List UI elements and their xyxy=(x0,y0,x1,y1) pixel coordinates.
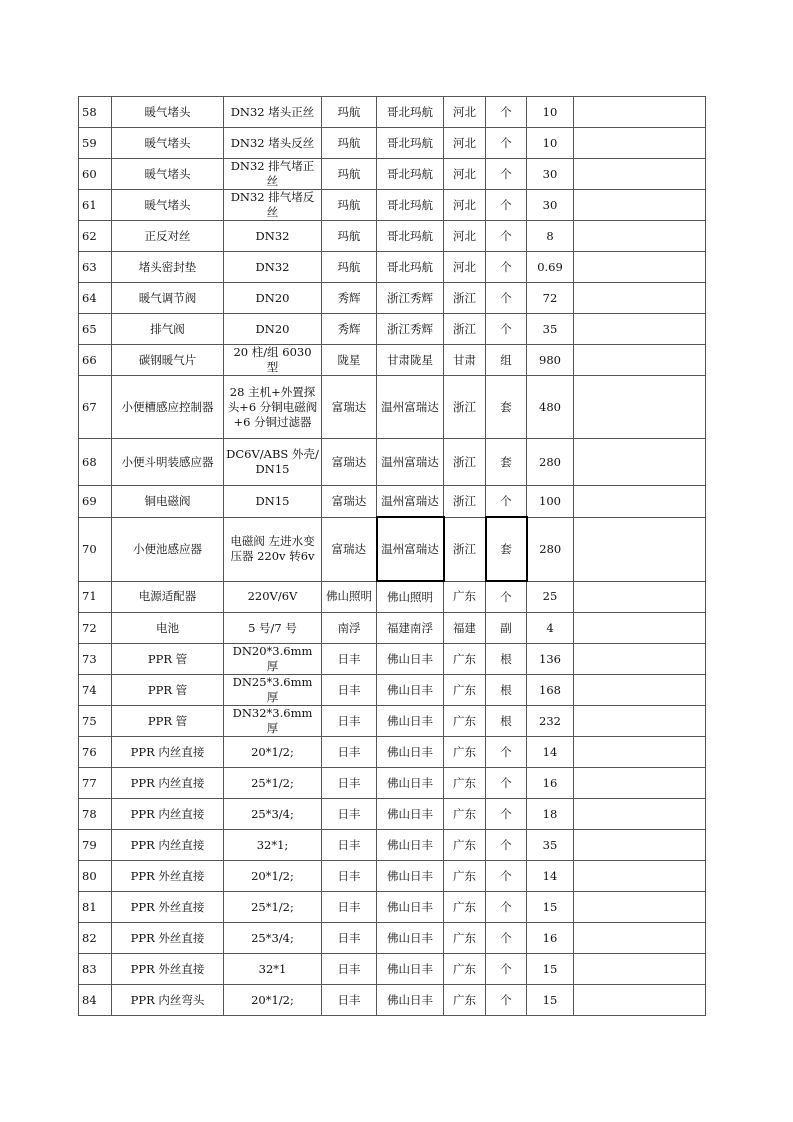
cell-maker: 哥北玛航 xyxy=(377,159,444,190)
cell-origin: 广东 xyxy=(444,706,486,737)
cell-unit: 个 xyxy=(486,799,527,830)
cell-maker: 温州富瑞达 xyxy=(377,439,444,486)
cell-unit: 个 xyxy=(486,861,527,892)
cell-unit: 个 xyxy=(486,954,527,985)
cell-brand: 日丰 xyxy=(322,985,377,1016)
cell-brand: 玛航 xyxy=(322,97,377,128)
cell-name: 暖气堵头 xyxy=(112,128,224,159)
cell-unit: 个 xyxy=(486,97,527,128)
cell-maker: 佛山日丰 xyxy=(377,861,444,892)
table-row xyxy=(79,517,706,581)
cell-no: 84 xyxy=(79,985,112,1016)
cell-no: 82 xyxy=(79,923,112,954)
table-row xyxy=(79,985,706,1016)
cell-maker: 福建南浮 xyxy=(377,613,444,644)
cell-name: 暖气堵头 xyxy=(112,97,224,128)
cell-origin: 广东 xyxy=(444,892,486,923)
cell-brand: 日丰 xyxy=(322,892,377,923)
cell-brand: 富瑞达 xyxy=(322,486,377,518)
cell-spec: DN32 堵头反丝 xyxy=(224,128,322,159)
cell-remark xyxy=(574,283,706,314)
cell-unit: 套 xyxy=(486,439,527,486)
cell-unit: 根 xyxy=(486,706,527,737)
cell-unit: 个 xyxy=(486,128,527,159)
cell-price: 35 xyxy=(527,830,574,861)
table-row xyxy=(79,799,706,830)
cell-no: 59 xyxy=(79,128,112,159)
cell-origin: 河北 xyxy=(444,252,486,283)
cell-brand: 日丰 xyxy=(322,954,377,985)
cell-no: 73 xyxy=(79,644,112,675)
cell-maker: 佛山日丰 xyxy=(377,923,444,954)
cell-remark xyxy=(574,159,706,190)
cell-name: PPR 外丝直接 xyxy=(112,954,224,985)
cell-price: 25 xyxy=(527,581,574,613)
cell-name: 碳钢暖气片 xyxy=(112,345,224,376)
cell-spec: DN32 xyxy=(224,252,322,283)
cell-name: PPR 管 xyxy=(112,644,224,675)
cell-price: 480 xyxy=(527,376,574,439)
cell-spec: DC6V/ABS 外壳/DN15 xyxy=(224,439,322,486)
cell-name: PPR 外丝直接 xyxy=(112,923,224,954)
table-row xyxy=(79,345,706,376)
cell-price: 4 xyxy=(527,613,574,644)
cell-maker: 浙江秀辉 xyxy=(377,283,444,314)
table-row xyxy=(79,376,706,439)
cell-spec: DN20 xyxy=(224,314,322,345)
cell-price: 72 xyxy=(527,283,574,314)
cell-remark xyxy=(574,830,706,861)
cell-remark xyxy=(574,128,706,159)
cell-price: 0.69 xyxy=(527,252,574,283)
cell-spec: DN32 堵头正丝 xyxy=(224,97,322,128)
cell-price: 15 xyxy=(527,892,574,923)
cell-unit: 个 xyxy=(486,283,527,314)
cell-remark xyxy=(574,861,706,892)
cell-unit: 根 xyxy=(486,675,527,706)
cell-remark xyxy=(574,644,706,675)
table-row xyxy=(79,159,706,190)
cell-name: 正反对丝 xyxy=(112,221,224,252)
cell-price: 232 xyxy=(527,706,574,737)
cell-unit: 个 xyxy=(486,581,527,613)
cell-name: PPR 管 xyxy=(112,675,224,706)
cell-brand: 日丰 xyxy=(322,923,377,954)
cell-origin: 浙江 xyxy=(444,283,486,314)
cell-maker: 佛山日丰 xyxy=(377,737,444,768)
cell-brand: 玛航 xyxy=(322,128,377,159)
cell-name: 堵头密封垫 xyxy=(112,252,224,283)
cell-remark xyxy=(574,985,706,1016)
cell-remark xyxy=(574,314,706,345)
cell-brand: 日丰 xyxy=(322,799,377,830)
cell-unit: 个 xyxy=(486,159,527,190)
cell-unit: 根 xyxy=(486,644,527,675)
cell-maker: 哥北玛航 xyxy=(377,252,444,283)
cell-price: 15 xyxy=(527,985,574,1016)
cell-spec: 20*1/2; xyxy=(224,985,322,1016)
cell-price: 16 xyxy=(527,768,574,799)
cell-origin: 河北 xyxy=(444,190,486,221)
cell-unit: 个 xyxy=(486,221,527,252)
cell-brand: 富瑞达 xyxy=(322,517,377,581)
cell-remark xyxy=(574,737,706,768)
cell-maker: 浙江秀辉 xyxy=(377,314,444,345)
cell-maker: 哥北玛航 xyxy=(377,128,444,159)
cell-no: 75 xyxy=(79,706,112,737)
table-row xyxy=(79,644,706,675)
cell-spec: DN20 xyxy=(224,283,322,314)
cell-remark xyxy=(574,190,706,221)
cell-name: 铜电磁阀 xyxy=(112,486,224,518)
cell-name: 电源适配器 xyxy=(112,581,224,613)
cell-origin: 浙江 xyxy=(444,486,486,518)
cell-remark xyxy=(574,706,706,737)
cell-no: 68 xyxy=(79,439,112,486)
cell-spec: 20*1/2; xyxy=(224,737,322,768)
cell-origin: 广东 xyxy=(444,830,486,861)
cell-origin: 广东 xyxy=(444,799,486,830)
cell-unit: 个 xyxy=(486,486,527,518)
cell-origin: 浙江 xyxy=(444,314,486,345)
cell-brand: 日丰 xyxy=(322,768,377,799)
cell-maker: 佛山日丰 xyxy=(377,706,444,737)
cell-unit: 个 xyxy=(486,768,527,799)
table-row xyxy=(79,892,706,923)
cell-no: 70 xyxy=(79,517,112,581)
cell-remark xyxy=(574,923,706,954)
cell-price: 980 xyxy=(527,345,574,376)
cell-no: 60 xyxy=(79,159,112,190)
cell-no: 63 xyxy=(79,252,112,283)
cell-origin: 广东 xyxy=(444,985,486,1016)
cell-name: 小便池感应器 xyxy=(112,517,224,581)
cell-origin: 浙江 xyxy=(444,376,486,439)
cell-remark xyxy=(574,954,706,985)
cell-origin: 广东 xyxy=(444,675,486,706)
cell-maker: 佛山照明 xyxy=(377,581,444,613)
cell-maker: 甘肃陇星 xyxy=(377,345,444,376)
cell-spec: 5 号/7 号 xyxy=(224,613,322,644)
cell-unit: 个 xyxy=(486,892,527,923)
cell-origin: 河北 xyxy=(444,97,486,128)
table-row xyxy=(79,283,706,314)
cell-unit: 个 xyxy=(486,985,527,1016)
cell-remark xyxy=(574,768,706,799)
cell-price: 10 xyxy=(527,128,574,159)
cell-origin: 广东 xyxy=(444,737,486,768)
cell-brand: 玛航 xyxy=(322,221,377,252)
cell-name: 暖气堵头 xyxy=(112,190,224,221)
cell-no: 77 xyxy=(79,768,112,799)
cell-brand: 日丰 xyxy=(322,861,377,892)
cell-spec: DN25*3.6mm 厚 xyxy=(224,675,322,706)
cell-no: 62 xyxy=(79,221,112,252)
table-row xyxy=(79,768,706,799)
cell-spec: 25*1/2; xyxy=(224,892,322,923)
table-row xyxy=(79,252,706,283)
cell-name: 暖气调节阀 xyxy=(112,283,224,314)
cell-maker: 哥北玛航 xyxy=(377,97,444,128)
cell-brand: 陇星 xyxy=(322,345,377,376)
table-row xyxy=(79,737,706,768)
cell-spec: DN32*3.6mm 厚 xyxy=(224,706,322,737)
cell-maker: 佛山日丰 xyxy=(377,768,444,799)
cell-name: PPR 管 xyxy=(112,706,224,737)
cell-spec: 28 主机+外置探头+6 分铜电磁阀+6 分铜过滤器 xyxy=(224,376,322,439)
cell-no: 74 xyxy=(79,675,112,706)
cell-no: 79 xyxy=(79,830,112,861)
cell-no: 76 xyxy=(79,737,112,768)
cell-spec: 220V/6V xyxy=(224,581,322,613)
cell-price: 100 xyxy=(527,486,574,518)
cell-origin: 浙江 xyxy=(444,517,486,581)
table-row xyxy=(79,830,706,861)
cell-brand: 玛航 xyxy=(322,159,377,190)
cell-spec: 25*1/2; xyxy=(224,768,322,799)
cell-no: 71 xyxy=(79,581,112,613)
table-row xyxy=(79,923,706,954)
cell-origin: 河北 xyxy=(444,128,486,159)
cell-unit: 组 xyxy=(486,345,527,376)
cell-brand: 富瑞达 xyxy=(322,439,377,486)
cell-remark xyxy=(574,517,706,581)
cell-remark xyxy=(574,345,706,376)
table-row xyxy=(79,861,706,892)
cell-price: 35 xyxy=(527,314,574,345)
cell-unit: 套 xyxy=(486,376,527,439)
cell-name: 电池 xyxy=(112,613,224,644)
cell-origin: 河北 xyxy=(444,221,486,252)
cell-unit: 个 xyxy=(486,923,527,954)
cell-no: 64 xyxy=(79,283,112,314)
cell-no: 65 xyxy=(79,314,112,345)
cell-origin: 福建 xyxy=(444,613,486,644)
cell-unit: 套 xyxy=(486,517,527,581)
cell-spec: 20*1/2; xyxy=(224,861,322,892)
cell-spec: 电磁阀 左进水变压器 220v 转6v xyxy=(224,517,322,581)
cell-unit: 个 xyxy=(486,314,527,345)
cell-name: PPR 外丝直接 xyxy=(112,892,224,923)
cell-brand: 日丰 xyxy=(322,675,377,706)
cell-brand: 南浮 xyxy=(322,613,377,644)
cell-unit: 副 xyxy=(486,613,527,644)
cell-price: 14 xyxy=(527,861,574,892)
cell-origin: 广东 xyxy=(444,923,486,954)
cell-origin: 浙江 xyxy=(444,439,486,486)
cell-remark xyxy=(574,486,706,518)
cell-name: PPR 内丝直接 xyxy=(112,768,224,799)
cell-price: 10 xyxy=(527,97,574,128)
table-row xyxy=(79,97,706,128)
cell-remark xyxy=(574,97,706,128)
cell-origin: 广东 xyxy=(444,644,486,675)
table-row xyxy=(79,613,706,644)
cell-brand: 秀辉 xyxy=(322,314,377,345)
cell-no: 66 xyxy=(79,345,112,376)
cell-brand: 日丰 xyxy=(322,830,377,861)
cell-maker: 哥北玛航 xyxy=(377,221,444,252)
cell-remark xyxy=(574,376,706,439)
cell-origin: 甘肃 xyxy=(444,345,486,376)
cell-price: 30 xyxy=(527,190,574,221)
cell-maker: 温州富瑞达 xyxy=(377,486,444,518)
cell-brand: 富瑞达 xyxy=(322,376,377,439)
cell-brand: 秀辉 xyxy=(322,283,377,314)
cell-no: 61 xyxy=(79,190,112,221)
table-row xyxy=(79,954,706,985)
table-row xyxy=(79,221,706,252)
cell-maker: 佛山日丰 xyxy=(377,954,444,985)
cell-brand: 日丰 xyxy=(322,706,377,737)
cell-maker: 哥北玛航 xyxy=(377,190,444,221)
cell-no: 67 xyxy=(79,376,112,439)
cell-maker: 佛山日丰 xyxy=(377,675,444,706)
cell-spec: 32*1; xyxy=(224,830,322,861)
cell-unit: 个 xyxy=(486,252,527,283)
table-row xyxy=(79,128,706,159)
cell-spec: 32*1 xyxy=(224,954,322,985)
table-row xyxy=(79,675,706,706)
cell-brand: 玛航 xyxy=(322,252,377,283)
cell-spec: 25*3/4; xyxy=(224,923,322,954)
cell-price: 30 xyxy=(527,159,574,190)
table-row xyxy=(79,439,706,486)
cell-brand: 玛航 xyxy=(322,190,377,221)
cell-origin: 广东 xyxy=(444,581,486,613)
table-row xyxy=(79,486,706,518)
cell-spec: DN32 排气堵正丝 xyxy=(224,159,322,190)
cell-origin: 广东 xyxy=(444,954,486,985)
cell-remark xyxy=(574,439,706,486)
table-row xyxy=(79,190,706,221)
cell-unit: 个 xyxy=(486,190,527,221)
cell-no: 58 xyxy=(79,97,112,128)
cell-price: 168 xyxy=(527,675,574,706)
cell-name: 小便槽感应控制器 xyxy=(112,376,224,439)
cell-brand: 佛山照明 xyxy=(322,581,377,613)
cell-origin: 广东 xyxy=(444,768,486,799)
cell-remark xyxy=(574,613,706,644)
cell-maker: 佛山日丰 xyxy=(377,799,444,830)
cell-name: PPR 外丝直接 xyxy=(112,861,224,892)
cell-name: PPR 内丝弯头 xyxy=(112,985,224,1016)
cell-no: 72 xyxy=(79,613,112,644)
cell-price: 280 xyxy=(527,517,574,581)
cell-unit: 个 xyxy=(486,737,527,768)
cell-maker: 温州富瑞达 xyxy=(377,376,444,439)
table-body xyxy=(79,97,706,1016)
cell-name: PPR 内丝直接 xyxy=(112,830,224,861)
cell-remark xyxy=(574,252,706,283)
cell-no: 69 xyxy=(79,486,112,518)
cell-no: 80 xyxy=(79,861,112,892)
cell-price: 18 xyxy=(527,799,574,830)
cell-remark xyxy=(574,221,706,252)
cell-name: PPR 内丝直接 xyxy=(112,799,224,830)
cell-remark xyxy=(574,675,706,706)
cell-price: 8 xyxy=(527,221,574,252)
cell-name: 排气阀 xyxy=(112,314,224,345)
cell-price: 14 xyxy=(527,737,574,768)
cell-spec: DN32 排气堵反丝 xyxy=(224,190,322,221)
cell-name: 小便斗明装感应器 xyxy=(112,439,224,486)
cell-maker: 佛山日丰 xyxy=(377,892,444,923)
cell-spec: 20 柱/组 6030 型 xyxy=(224,345,322,376)
cell-price: 280 xyxy=(527,439,574,486)
cell-maker: 佛山日丰 xyxy=(377,985,444,1016)
table-row xyxy=(79,706,706,737)
cell-no: 81 xyxy=(79,892,112,923)
cell-no: 83 xyxy=(79,954,112,985)
cell-remark xyxy=(574,799,706,830)
cell-no: 78 xyxy=(79,799,112,830)
cell-price: 16 xyxy=(527,923,574,954)
table-row xyxy=(79,314,706,345)
cell-remark xyxy=(574,892,706,923)
cell-spec: DN20*3.6mm 厚 xyxy=(224,644,322,675)
cell-maker: 佛山日丰 xyxy=(377,644,444,675)
cell-price: 136 xyxy=(527,644,574,675)
cell-brand: 日丰 xyxy=(322,737,377,768)
table-row xyxy=(79,581,706,613)
cell-name: 暖气堵头 xyxy=(112,159,224,190)
cell-unit: 个 xyxy=(486,830,527,861)
cell-spec: DN32 xyxy=(224,221,322,252)
cell-brand: 日丰 xyxy=(322,644,377,675)
cell-remark xyxy=(574,581,706,613)
cell-origin: 河北 xyxy=(444,159,486,190)
cell-spec: 25*3/4; xyxy=(224,799,322,830)
cell-maker: 温州富瑞达 xyxy=(377,517,444,581)
cell-price: 15 xyxy=(527,954,574,985)
cell-name: PPR 内丝直接 xyxy=(112,737,224,768)
price-table xyxy=(78,96,706,1016)
cell-spec: DN15 xyxy=(224,486,322,518)
cell-maker: 佛山日丰 xyxy=(377,830,444,861)
cell-origin: 广东 xyxy=(444,861,486,892)
